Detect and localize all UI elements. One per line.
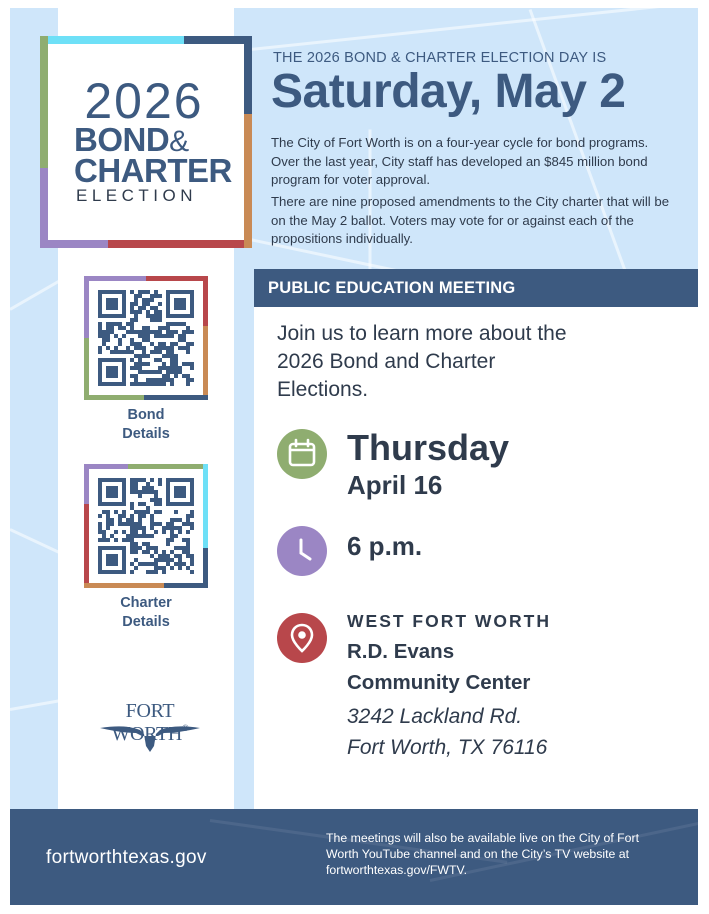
logo-frame-bottom-purple [40,240,108,248]
bond-qr-code[interactable] [84,276,208,400]
bond-intro-paragraph: The City of Fort Worth is on a four-year cycle for bond programs. Over the last year, City staff has developed an $845 million bond program for voter approval. [271,135,649,187]
logo-election-text: ELECTION [76,186,198,205]
address-line-1: 3242 Lackland Rd. [347,705,523,728]
qr-code-icon [84,464,208,588]
logo-year: 2026 [84,73,204,129]
bond-details-label: Bond Details [122,407,170,442]
meeting-time: 6 p.m. [347,531,423,561]
qr-code-icon [84,276,208,400]
logo-frame-left-purple [40,168,48,248]
fort-worth-logo [86,700,214,752]
logo-bond-text: BOND& [74,121,189,158]
logo-frame-bottom-red [108,240,252,248]
calendar-icon [277,429,327,479]
meeting-section-title: PUBLIC EDUCATION MEETING [268,279,516,297]
address-line-2: Fort Worth, TX 76116 [347,736,548,759]
fort-worth-wordmark: FORT WORTH [111,700,183,745]
charter-qr-code[interactable] [84,464,208,588]
logo-frame-top-navy [184,36,252,44]
longhorn-icon [86,700,214,752]
charter-details-label: Charter Details [120,595,172,630]
location-area: WEST FORT WORTH [347,611,552,631]
logo-frame-right-orange [244,114,252,248]
venue-line-2: Community Center [347,671,531,694]
livestream-note: The meetings will also be available live on the City of Fort Worth YouTube channel and on the City’s TV website at fortworthtexas.gov/FWTV. [326,831,640,877]
clock-icon [277,526,327,576]
election-date: Saturday, May 2 [271,65,626,118]
location-pin-icon [277,613,327,663]
logo-ampersand: & [169,125,189,158]
meeting-day: Thursday [347,427,510,468]
website-link[interactable]: fortworthtexas.gov [46,847,207,868]
meeting-section-bar [254,269,698,307]
venue-line-1: R.D. Evans [347,640,455,663]
election-day-kicker: THE 2026 BOND & CHARTER ELECTION DAY IS [273,50,607,66]
meeting-date: April 16 [347,470,443,500]
logo-frame-top-cyan [48,36,184,44]
charter-intro-paragraph: There are nine proposed amendments to the City charter that will be on the May 2 ballot. Voters may vote for or against each of the propositions individually. [271,194,670,246]
logo-charter-text: CHARTER [74,152,232,189]
meeting-intro-text: Join us to learn more about the 2026 Bond and Charter Elections. [277,322,567,401]
